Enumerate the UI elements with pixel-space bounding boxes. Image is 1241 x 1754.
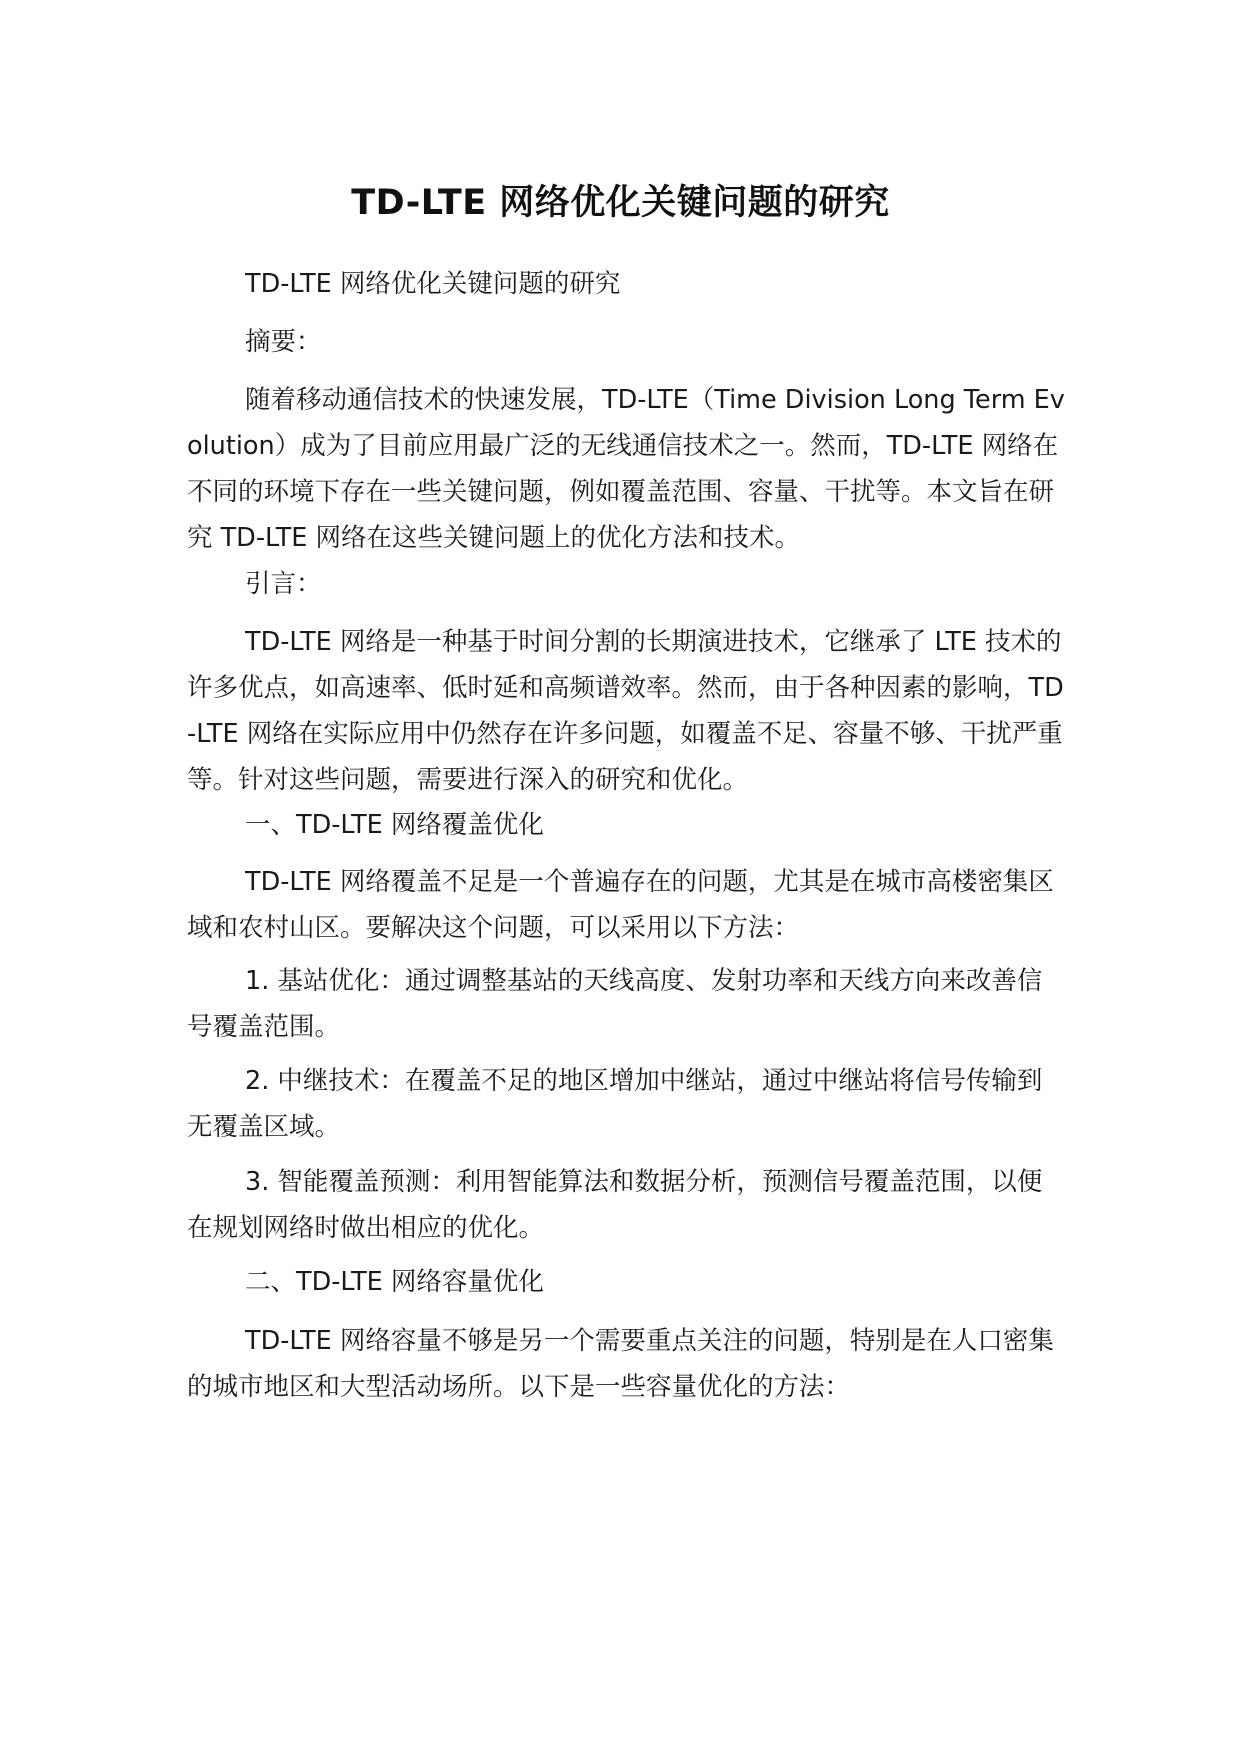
paragraph-abstract-heading: 摘要： <box>245 327 322 357</box>
list-item-base-station: 1. 基站优化：通过调整基站的天线高度、发射功率和天线方向来改善信号覆盖范围。 <box>187 966 1043 1042</box>
paragraph-intro-body: TD-LTE 网络是一种基于时间分割的长期演进技术，它继承了 LTE 技术的许多优点，如高速率、低时延和高频谱效率。然而，由于各种因素的影响，TD-LTE 网络在实际应用中仍然存在许多问题，如覆盖不足、容量不够、干扰严重等。针对这些问题，需要进行深入的研究和优化。 <box>187 627 1064 795</box>
paragraph-abstract-body: 随着移动通信技术的快速发展，TD-LTE（Time Division Long Term Evolution）成为了目前应用最广泛的无线通信技术之一。然而，TD-LTE 网络在不同的环境下存在一些关键问题，例如覆盖范围、容量、干扰等。本文旨在研究 TD-LTE 网络在这些关键问题上的优化方法和技术。 <box>187 385 1065 553</box>
list-item-relay: 2. 中继技术：在覆盖不足的地区增加中继站，通过中继站将信号传输到无覆盖区域。 <box>187 1066 1043 1142</box>
paragraph-subtitle: TD-LTE 网络优化关键问题的研究 <box>245 269 621 299</box>
paragraph-coverage-body: TD-LTE 网络覆盖不足是一个普遍存在的问题，尤其是在城市高楼密集区域和农村山区。要解决这个问题，可以采用以下方法： <box>187 867 1054 943</box>
document-title: TD-LTE 网络优化关键问题的研究 <box>351 183 890 223</box>
paragraph-intro-heading: 引言： <box>245 569 322 599</box>
section-heading-coverage: 一、TD-LTE 网络覆盖优化 <box>245 810 544 840</box>
list-item-coverage-prediction: 3. 智能覆盖预测：利用智能算法和数据分析，预测信号覆盖范围，以便在规划网络时做出相应的优化。 <box>187 1167 1043 1243</box>
section-heading-capacity: 二、TD-LTE 网络容量优化 <box>245 1267 544 1297</box>
paragraph-capacity-body: TD-LTE 网络容量不够是另一个需要重点关注的问题，特别是在人口密集的城市地区和大型活动场所。以下是一些容量优化的方法： <box>187 1326 1054 1402</box>
